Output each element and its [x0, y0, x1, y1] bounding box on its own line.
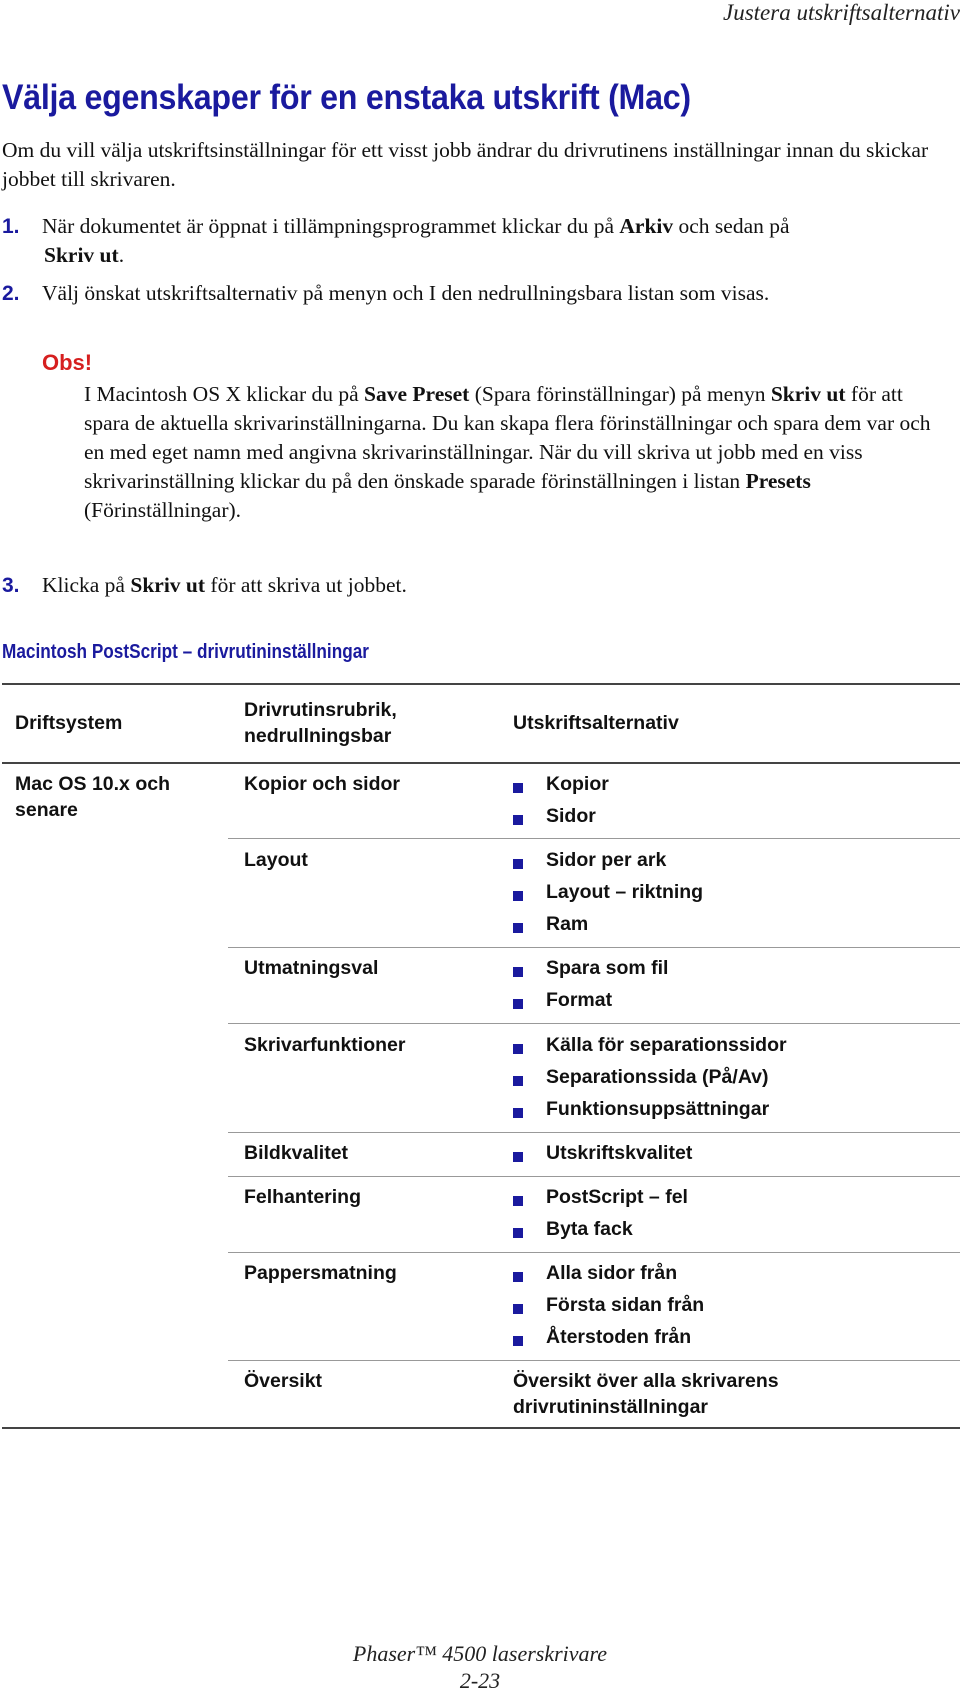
- step-2: [2, 279, 942, 308]
- bullet-icon: [513, 1108, 523, 1118]
- bullet-icon: [513, 967, 523, 977]
- summary-text: Översikt över alla skrivarens drivrutininställningar: [513, 1370, 779, 1418]
- row-heading: Skrivarfunktioner: [244, 1034, 406, 1056]
- note-text: I Macintosh OS X klickar du på: [84, 382, 365, 406]
- note-term: Save Preset: [364, 382, 470, 406]
- row-divider: [228, 838, 960, 839]
- bullet-icon: [513, 1336, 523, 1346]
- note-label: Obs!: [42, 350, 93, 375]
- option-item: Byta fack: [546, 1218, 633, 1240]
- footer-page-number: 2-23: [459, 1668, 501, 1693]
- option-item: Källa för separationssidor: [546, 1034, 787, 1056]
- row-divider: [228, 1023, 960, 1024]
- bullet-icon: [513, 1044, 523, 1054]
- bullet-icon: [513, 1272, 523, 1282]
- row-heading: Pappersmatning: [244, 1262, 397, 1284]
- step-text: och sedan på: [673, 214, 790, 238]
- bullet-icon: [513, 891, 523, 901]
- option-item: Format: [546, 989, 613, 1011]
- menu-term: Skriv ut: [44, 243, 119, 267]
- option-item: Första sidan från: [546, 1294, 705, 1316]
- table-top-rule: [2, 683, 960, 685]
- step-text: för att skriva ut jobbet.: [205, 573, 407, 597]
- note-text: (Förinställningar).: [84, 498, 242, 522]
- bullet-icon: [513, 1196, 523, 1206]
- step-text: Klicka på: [42, 573, 131, 597]
- row-divider: [228, 947, 960, 948]
- bullet-icon: [513, 783, 523, 793]
- bullet-icon: [513, 815, 523, 825]
- footer-product: Phaser™ 4500 laserskrivare: [352, 1641, 608, 1666]
- bullet-icon: [513, 999, 523, 1009]
- bullet-icon: [513, 1228, 523, 1238]
- note-text: (Spara förinställningar) på menyn: [469, 382, 771, 406]
- row-heading: Felhantering: [244, 1186, 362, 1208]
- option-item: Sidor per ark: [546, 849, 667, 871]
- option-item: Utskriftskvalitet: [546, 1142, 693, 1164]
- header-driver-heading: Drivrutinsrubrik, nedrullningsbar: [244, 699, 397, 747]
- step-1: [2, 212, 942, 270]
- bullet-icon: [513, 859, 523, 869]
- note-text: för att spara de aktuella skrivarinställningarna. Du kan skapa flera förinställningar och spara dem var och en med eget namn med angivna skrivarinställningar. När du vill skriva ut jobb med en viss skrivarinställning klickar du på den önskade sparade förinställningen i listan: [84, 382, 931, 493]
- option-item: Sidor: [546, 805, 596, 827]
- menu-term: Skriv ut: [130, 573, 206, 597]
- note-term: Skriv ut: [770, 382, 846, 406]
- bullet-icon: [513, 1076, 523, 1086]
- row-heading: Layout: [244, 849, 308, 871]
- os-cell: Mac OS 10.x och senare: [15, 773, 170, 821]
- menu-term: Arkiv: [619, 214, 674, 238]
- step-number: 1.: [2, 215, 20, 238]
- bullet-icon: [513, 1304, 523, 1314]
- row-heading: Utmatningsval: [244, 957, 379, 979]
- note-body: [84, 380, 944, 525]
- option-item: Spara som fil: [546, 957, 669, 979]
- step-text: När dokumentet är öppnat i tillämpningsprogrammet klickar du på: [42, 214, 620, 238]
- step-text: Välj önskat utskriftsalternativ på menyn och I den nedrullningsbara listan som visas.: [42, 281, 770, 305]
- row-divider: [228, 1176, 960, 1177]
- note-term: Presets: [745, 469, 811, 493]
- row-divider: [228, 1132, 960, 1133]
- step-number: 3.: [2, 574, 20, 597]
- step-number: 2.: [2, 282, 20, 305]
- row-heading: Kopior och sidor: [244, 773, 400, 795]
- header-os: Driftsystem: [15, 712, 123, 734]
- running-header: Justera utskriftsalternativ: [722, 0, 960, 25]
- option-item: Kopior: [546, 773, 609, 795]
- row-heading: Bildkvalitet: [244, 1142, 349, 1164]
- bullet-icon: [513, 1152, 523, 1162]
- option-item: PostScript – fel: [546, 1186, 688, 1208]
- table-header-rule: [2, 762, 960, 764]
- option-item: Layout – riktning: [546, 881, 704, 903]
- page-title: Välja egenskaper för en enstaka utskrift (Mac): [2, 78, 691, 117]
- option-item: Återstoden från: [546, 1326, 692, 1348]
- table-bottom-rule: [2, 1427, 960, 1429]
- bullet-icon: [513, 923, 523, 933]
- header-options: Utskriftsalternativ: [513, 712, 679, 734]
- row-divider: [228, 1252, 960, 1253]
- row-divider: [228, 1360, 960, 1361]
- option-item: Funktionsuppsättningar: [546, 1098, 770, 1120]
- step-3: [2, 571, 942, 600]
- step-text: .: [118, 243, 125, 267]
- intro-paragraph: Om du vill välja utskriftsinställningar för ett visst jobb ändrar du drivrutinens inställningar innan du skickar jobbet till skrivaren.: [2, 138, 929, 191]
- option-item: Alla sidor från: [546, 1262, 678, 1284]
- option-item: Separationssida (På/Av): [546, 1066, 769, 1088]
- row-heading: Översikt: [244, 1370, 323, 1392]
- option-item: Ram: [546, 913, 589, 935]
- section-title: Macintosh PostScript – drivrutininställningar: [2, 641, 369, 663]
